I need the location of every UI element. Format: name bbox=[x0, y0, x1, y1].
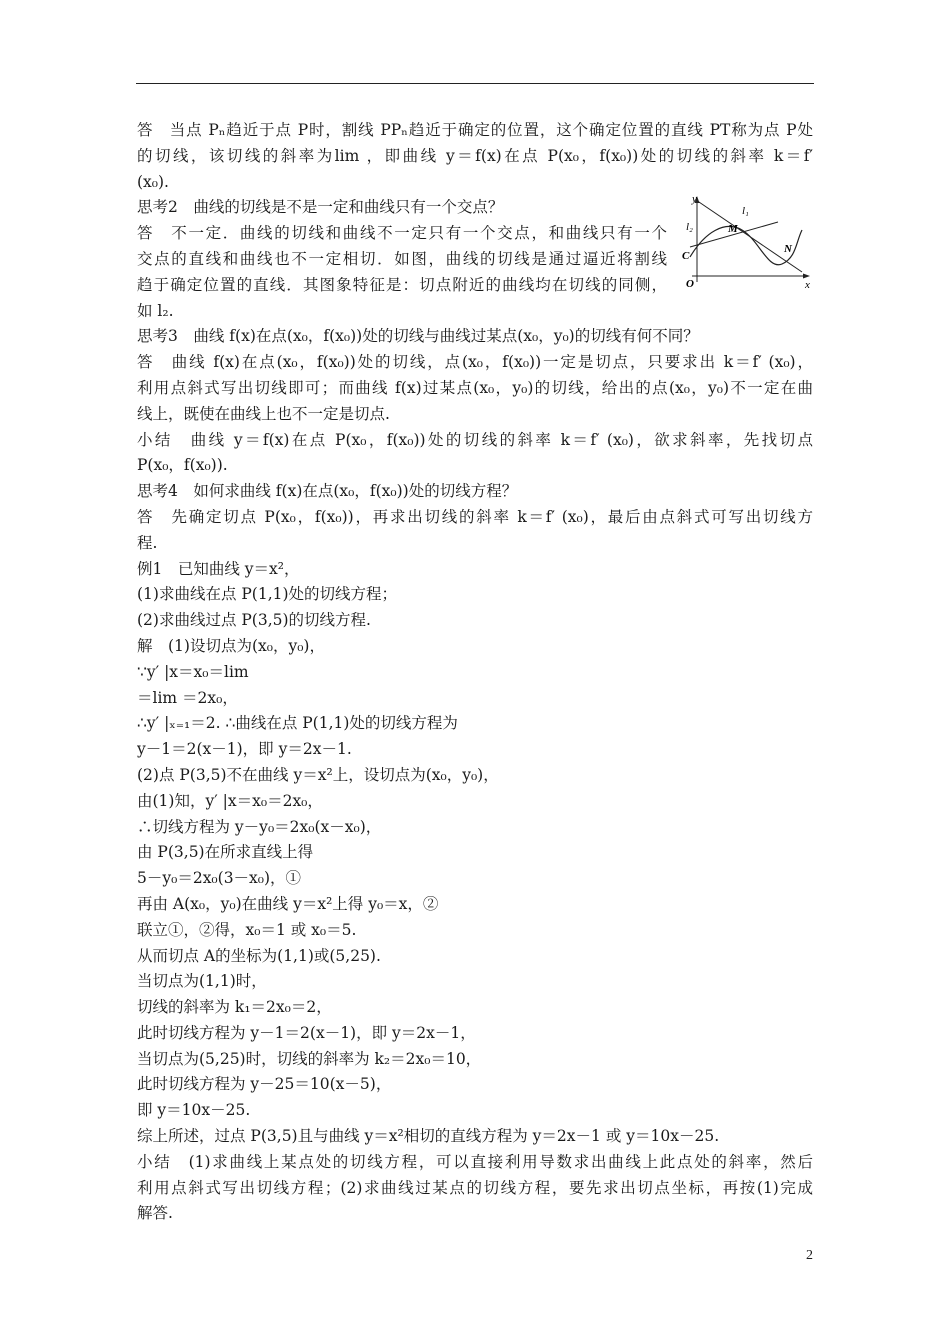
text-line: 由 P(3,5)在所求直线上得 bbox=[137, 843, 314, 862]
label-l2: l₂ bbox=[686, 221, 693, 233]
text-line: 如 l₂. bbox=[137, 301, 174, 320]
text-line: 交点的直线和曲线也不一定相切．如图，曲线的切线是通过逼近将割线 bbox=[137, 249, 667, 268]
text-line: 程. bbox=[137, 533, 158, 552]
text-line: 由(1)知，y′ |x＝x₀＝2x₀， bbox=[137, 791, 323, 810]
text-line: y－1＝2(x－1)，即 y＝2x－1. bbox=[137, 740, 352, 759]
text-line: (2)求曲线过点 P(3,5)的切线方程. bbox=[137, 611, 371, 630]
label-l1: l₁ bbox=[742, 205, 749, 217]
text-line: (1)求曲线在点 P(1,1)处的切线方程； bbox=[137, 585, 398, 604]
text-line: 当切点为(1,1)时， bbox=[137, 972, 267, 991]
label-o: O bbox=[686, 278, 694, 290]
text-line: 利用点斜式写出切线即可；而曲线 f(x)过某点(x₀，y₀)的切线，给出的点(x₀，y₀)不一定在曲 bbox=[137, 378, 813, 397]
text-line: 再由 A(x₀，y₀)在曲线 y＝x²上得 y₀＝x，② bbox=[137, 894, 439, 913]
text-line: ∴y′ |ₓ₌₁＝2. ∴曲线在点 P(1,1)处的切线方程为 bbox=[137, 714, 458, 733]
text-line: 联立①，②得，x₀＝1 或 x₀＝5. bbox=[137, 920, 357, 939]
text-line: (2)点 P(3,5)不在曲线 y＝x²上，设切点为(x₀，y₀)， bbox=[137, 765, 499, 784]
text-line: 思考2 曲线的切线是不是一定和曲线只有一个交点？ bbox=[137, 198, 504, 217]
text-line: 即 y＝10x－25. bbox=[137, 1101, 251, 1120]
text-line: P(x₀，f(x₀)). bbox=[137, 456, 228, 475]
label-x: x bbox=[805, 279, 810, 291]
label-n: N bbox=[784, 243, 792, 255]
text-line: ∴切线方程为 y－y₀＝2x₀(x－x₀)， bbox=[137, 817, 382, 836]
text-line: 利用点斜式写出切线方程；(2)求曲线过某点的切线方程，要先求出切点坐标，再按(1)完成 bbox=[137, 1178, 813, 1197]
text-line: 切线的斜率为 k₁＝2x₀＝2， bbox=[137, 998, 332, 1017]
text-line: 答 先确定切点 P(x₀，f(x₀))，再求出切线的斜率 k＝f′ (x₀)，最后由点斜式可写出切线方 bbox=[137, 507, 813, 526]
text-line: 此时切线方程为 y－25＝10(x－5)， bbox=[137, 1075, 392, 1094]
label-c: C bbox=[682, 250, 690, 262]
text-line: 从而切点 A的坐标为(1,1)或(5,25). bbox=[137, 946, 381, 965]
header-rule bbox=[136, 83, 814, 84]
text-line: 综上所述，过点 P(3,5)且与曲线 y＝x²相切的直线方程为 y＝2x－1 或 y＝10x－25. bbox=[137, 1127, 720, 1146]
text-line: 趋于确定位置的直线．其图象特征是：切点附近的曲线均在切线的同侧， bbox=[137, 275, 667, 294]
text-line: 当切点为(5,25)时，切线的斜率为 k₂＝2x₀＝10， bbox=[137, 1049, 482, 1068]
text-line: 小结 曲线 y＝f(x)在点 P(x₀，f(x₀))处的切线的斜率 k＝f′ (x₀)，欲求斜率，先找切点 bbox=[137, 430, 813, 449]
text-line: (x₀). bbox=[137, 172, 169, 191]
text-line: ∵y′ |x＝x₀＝lim bbox=[137, 662, 249, 681]
text-line: 的切线，该切线的斜率为lim ，即曲线 y＝f(x)在点 P(x₀，f(x₀))处的切线的斜率 k＝f′ bbox=[137, 146, 813, 165]
text-line: 线上，既使在曲线上也不一定是切点. bbox=[137, 404, 390, 423]
text-line: 小结 (1)求曲线上某点处的切线方程，可以直接利用导数求出曲线上此点处的斜率，然后 bbox=[137, 1152, 813, 1171]
label-y: y bbox=[692, 193, 697, 205]
page-number: 2 bbox=[806, 1248, 813, 1263]
text-line: 解 (1)设切点为(x₀，y₀)， bbox=[137, 636, 325, 655]
text-line: ＝lim ＝2x₀， bbox=[137, 688, 238, 707]
text-line: 答 曲线 f(x)在点(x₀，f(x₀))处的切线，点(x₀，f(x₀))一定是切点，只要求出 k＝f′ (x₀)， bbox=[137, 353, 813, 372]
text-line: 答 不一定．曲线的切线和曲线不一定只有一个交点，和曲线只有一个 bbox=[137, 224, 667, 243]
text-line: 思考4 如何求曲线 f(x)在点(x₀，f(x₀))处的切线方程？ bbox=[137, 482, 518, 501]
label-m: M bbox=[728, 223, 738, 235]
text-line: 思考3 曲线 f(x)在点(x₀，f(x₀))处的切线与曲线过某点(x₀，y₀)的切线有何不同？ bbox=[137, 327, 699, 346]
text-line: 5－y₀＝2x₀(3－x₀)，① bbox=[137, 869, 302, 888]
text-line: 此时切线方程为 y－1＝2(x－1)，即 y＝2x－1， bbox=[137, 1023, 476, 1042]
text-line: 例1 已知曲线 y＝x²， bbox=[137, 559, 300, 578]
text-line: 解答. bbox=[137, 1204, 173, 1223]
tangent-figure bbox=[680, 192, 816, 292]
x-arrow bbox=[803, 274, 810, 279]
text-line: 答 当点 Pₙ趋近于点 P时，割线 PPₙ趋近于确定的位置，这个确定位置的直线 PT称为点 P处 bbox=[137, 121, 813, 139]
